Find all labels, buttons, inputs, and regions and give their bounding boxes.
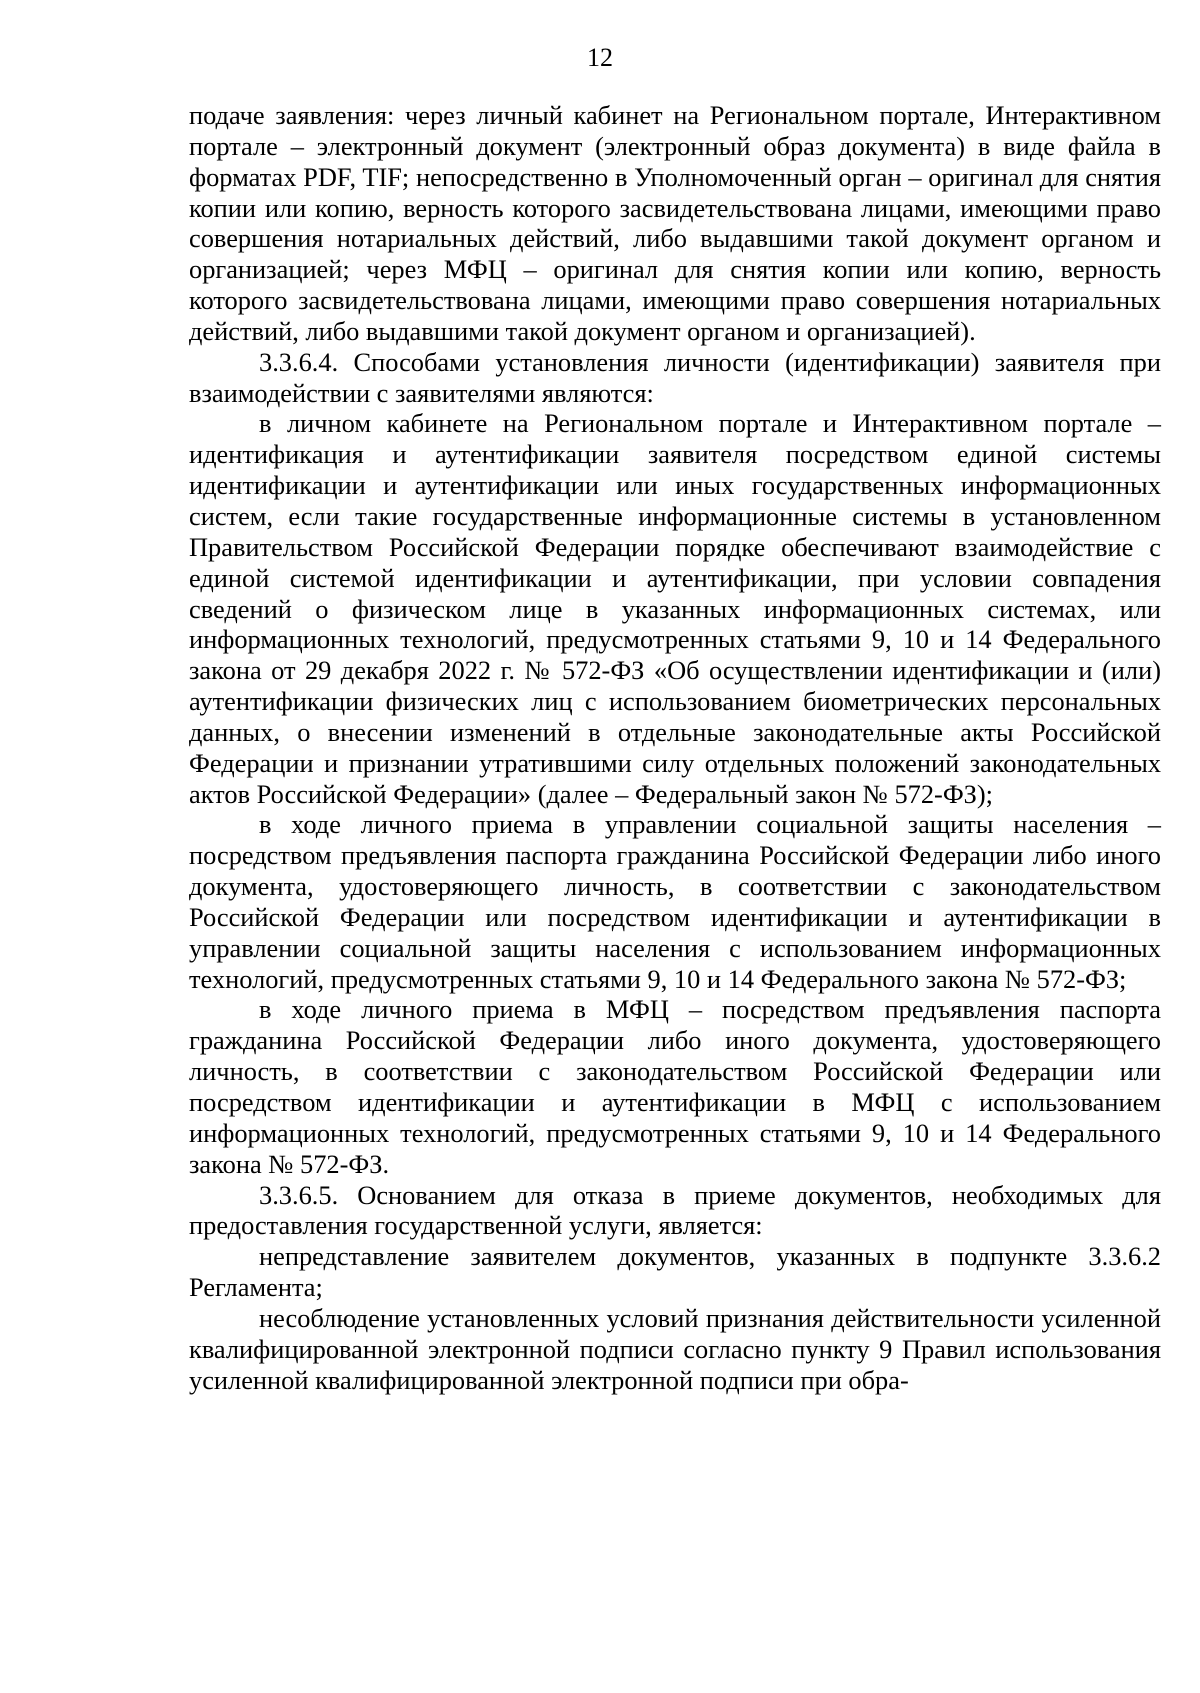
paragraph-signature-noncompliance: несоблюдение установленных условий признания действительности усиленной квалифицированной электронной подписи согласно пункту 9 Правил использования усиленной квалифицированной электронной подписи при обра- [189, 1302, 1161, 1395]
page-number: 12 [587, 43, 613, 72]
paragraph-social-protection-reception: в ходе личного приема в управлении социальной защиты населения – посредством предъявления паспорта гражданина Российской Федерации либо иного документа, удостоверяющего личность, в соответствии с законодательством Российской Федерации или посредством идентификации и аутентификации в управлении социальной защиты населения с использованием информационных технологий, предусмотренных статьями 9, 10 и 14 Федерального закона № 572-ФЗ; [189, 809, 1161, 994]
paragraph-submission-formats: подаче заявления: через личный кабинет на Региональном портале, Интерактивном портале – электронный документ (электронный образ документа) в виде файла в форматах PDF, TIF; непосредственно в Уполномоченный орган – оригинал для снятия копии или копию, верность которого засвидетельствована лицами, имеющими право совершения нотариальных действий, либо выдавшими такой документ органом и организацией; через МФЦ – оригинал для снятия копии или копию, верность которого засвидетельствована лицами, имеющими право совершения нотариальных действий, либо выдавшими такой документ органом и организацией). [189, 100, 1161, 346]
paragraph-personal-account-identification: в личном кабинете на Региональном портале и Интерактивном портале – идентификация и аутентификации заявителя посредством единой системы идентификации и аутентификации или иных государственных информационных систем, если такие государственные информационные системы в установленном Правительством Российской Федерации порядке обеспечивают взаимодействие с единой системой идентификации и аутентификации, при условии совпадения сведений о физическом лице в указанных информационных системах, или информационных технологий, предусмотренных статьями 9, 10 и 14 Федерального закона от 29 декабря 2022 г. № 572-ФЗ «Об осуществлении идентификации и (или) аутентификации физических лиц с использованием биометрических персональных данных, о внесении изменений в отдельные законодательные акты Российской Федерации и признании утратившими силу отдельных положений законодательных актов Российской Федерации» (далее – Федеральный закон № 572-ФЗ); [189, 408, 1161, 809]
paragraph-missing-documents: непредставление заявителем документов, указанных в подпункте 3.3.6.2 Регламента; [189, 1241, 1161, 1303]
document-body [189, 100, 1161, 1395]
paragraph-3-3-6-5-heading: 3.3.6.5. Основанием для отказа в приеме документов, необходимых для предоставления государственной услуги, является: [189, 1179, 1161, 1241]
paragraph-3-3-6-4-heading: 3.3.6.4. Способами установления личности (идентификации) заявителя при взаимодействии с заявителями являются: [189, 346, 1161, 408]
paragraph-mfc-reception: в ходе личного приема в МФЦ – посредством предъявления паспорта гражданина Российской Федерации либо иного документа, удостоверяющего личность, в соответствии с законодательством Российской Федерации или посредством идентификации и аутентификации в МФЦ с использованием информационных технологий, предусмотренных статьями 9, 10 и 14 Федерального закона № 572-ФЗ. [189, 994, 1161, 1179]
